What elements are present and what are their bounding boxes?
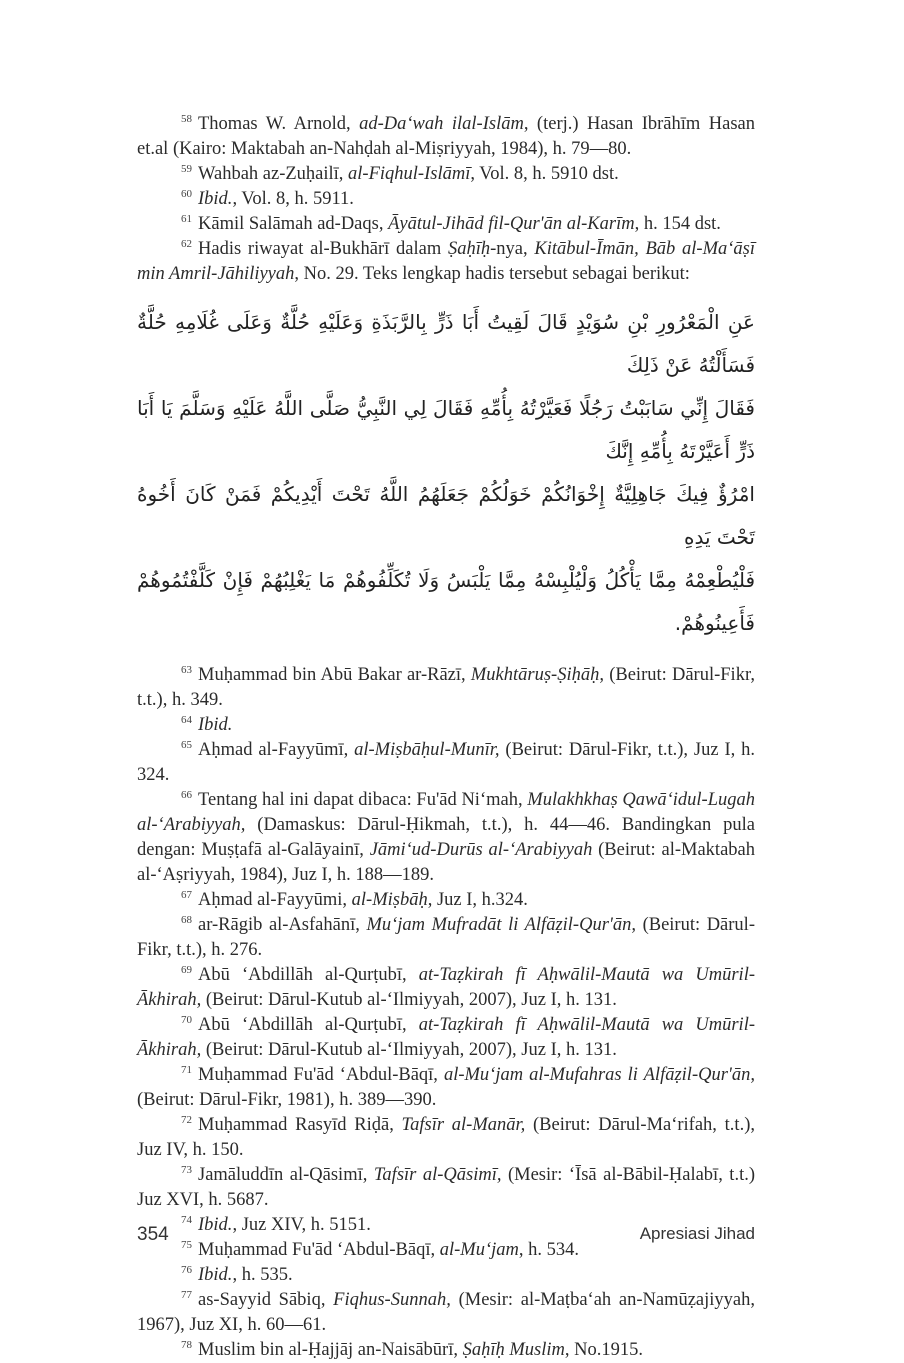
footnote-title: Mulakhkhaṣ Qawā‘idul-Lugah al-‘Arabiyyah, xyxy=(137,790,755,835)
footnote-number: 65 xyxy=(181,739,192,751)
footnote-72 xyxy=(137,1113,755,1163)
footnotes-area xyxy=(137,112,755,1363)
footnote-71 xyxy=(137,1063,755,1113)
footnote-number: 58 xyxy=(181,113,192,125)
footnote-73 xyxy=(137,1163,755,1213)
footnote-title: Fiqhus-Sunnah, xyxy=(333,1290,451,1310)
footnote-title: Tafsīr al-Manār, xyxy=(401,1115,526,1135)
running-title: Apresiasi Jihad xyxy=(639,1224,755,1243)
footnotes-top xyxy=(137,112,755,287)
footnote-text: (Mesir: al-Maṭba‘ah an-Namūẓajiyyah, 1967), Juz XI, h. 60—61. xyxy=(137,1290,755,1335)
footnote-number: 72 xyxy=(181,1114,192,1126)
footnote-title: Jāmi‘ud-Durūs al-‘Arabiyyah xyxy=(369,840,593,860)
footnote-text: , h. 534. xyxy=(518,1240,579,1260)
footnote-text: Abū ‘Abdillāh al-Qurṭubī, xyxy=(198,1015,419,1035)
footnote-text: (Mesir: ‘Īsā al-Bābil-Ḥalabī, t.t.) Juz XVI, h. 5687. xyxy=(137,1165,755,1210)
footnote-text: , h. 535. xyxy=(232,1265,293,1285)
footnote-text: , Vol. 8, h. 5911. xyxy=(232,189,354,209)
footnote-title: Ṣaḥīḥ xyxy=(448,239,491,259)
footnote-number: 71 xyxy=(181,1064,192,1076)
footnote-number: 74 xyxy=(181,1214,192,1226)
footnote-title: Ibid. xyxy=(198,1215,233,1235)
footnote-text: Muḥammad bin Abū Bakar ar-Rāzī, xyxy=(198,665,471,685)
page-number: 354 xyxy=(137,1224,169,1245)
footnote-title: Tafsīr al-Qāsimī, xyxy=(373,1165,502,1185)
footnote-text: , Juz I, h.324. xyxy=(427,890,528,910)
footnote-68 xyxy=(137,913,755,963)
footnote-text: (Beirut: al-Maktabah al-‘Aṣriyyah, 1984), Juz I, h. 188—189. xyxy=(137,840,755,885)
footnote-text: Muḥammad Fu'ād ‘Abdul-Bāqī, xyxy=(198,1240,440,1260)
footnote-number: 75 xyxy=(181,1239,192,1251)
footnote-title: Ibid. xyxy=(198,189,233,209)
arabic-line: فَلْيُطْعِمْهُ مِمَّا يَأْكُلُ وَلْيُلْبِسْهُ مِمَّا يَلْبَسُ وَلَا تُكَلِّفُوهُمْ مَا يَغْلِبُهُمْ فَإِنْ كَلَّفْتُمُوهُمْ فَأَعِينُوهُمْ. xyxy=(137,568,755,635)
footnote-76 xyxy=(137,1263,755,1288)
footnote-number: 73 xyxy=(181,1164,192,1176)
footnote-65 xyxy=(137,738,755,788)
arabic-line: عَنِ الْمَعْرُورِ بْنِ سُوَيْدٍ قَالَ لَقِيتُ أَبَا ذَرٍّ بِالرَّبَذَةِ وَعَلَيْهِ حُلَّةٌ وَعَلَى غُلَامِهِ حُلَّةٌ فَسَأَلْتُهُ عَنْ ذَلِكَ xyxy=(137,310,755,377)
footnote-67 xyxy=(137,888,755,913)
footnote-text: Thomas W. Arnold, xyxy=(198,114,360,134)
footnote-number: 68 xyxy=(181,914,192,926)
footnote-59 xyxy=(137,162,755,187)
footnote-number: 63 xyxy=(181,664,192,676)
footnote-text: , No. 29. Teks lengkap hadis tersebut sebagai berikut: xyxy=(294,264,690,284)
footnote-70 xyxy=(137,1013,755,1063)
footnote-title: al-Mu‘jam xyxy=(439,1240,519,1260)
footnote-text: (Beirut: Dārul-Fikr, t.t.), h. 276. xyxy=(137,915,755,960)
footnote-title: ad-Da‘wah ilal-Islām xyxy=(359,114,524,134)
footnote-text: Wahbah az-Zuḥailī, xyxy=(198,164,349,184)
footnote-title: Ṣaḥīḥ Muslim xyxy=(462,1340,565,1360)
footnote-number: 77 xyxy=(181,1289,192,1301)
footnote-title: al-Fiqhul-Islāmī xyxy=(348,164,471,184)
footnote-number: 64 xyxy=(181,714,192,726)
footnote-number: 66 xyxy=(181,789,192,801)
page-footer xyxy=(137,1224,755,1250)
footnote-title: Āyātul-Jihād fil-Qur'ān al-Karīm xyxy=(388,214,635,234)
footnote-title: Mu‘jam Mufradāt li Alfāẓil-Qur'ān, xyxy=(366,915,636,935)
footnote-text: Aḥmad al-Fayyūmi, xyxy=(198,890,352,910)
arabic-line: امْرُؤٌ فِيكَ جَاهِلِيَّةٌ إِخْوَانُكُمْ خَوَلُكُمْ جَعَلَهُمُ اللَّهُ تَحْتَ أَيْدِيكُمْ فَمَنْ كَانَ أَخُوهُ تَحْتَ يَدِهِ xyxy=(137,482,755,549)
footnote-number: 61 xyxy=(181,213,192,225)
footnote-title: at-Taẓkirah fī Aḥwālil-Mautā wa Umūril-Ākhirah, xyxy=(137,1015,755,1060)
footnote-number: 67 xyxy=(181,889,192,901)
footnote-text: -nya, xyxy=(490,239,535,259)
footnote-title: at-Taẓkirah fī Aḥwālil-Mautā wa Umūril-Ākhirah, xyxy=(137,965,755,1010)
footnote-text: (Beirut: Dārul-Kutub al-‘Ilmiyyah, 2007), Juz I, h. 131. xyxy=(201,990,617,1010)
footnote-text: , No.1915. xyxy=(564,1340,643,1360)
footnote-text: (Beirut: Dārul-Fikr, 1981), h. 389—390. xyxy=(137,1090,437,1110)
footnote-text: Muslim bin al-Ḥajjāj an-Naisābūrī, xyxy=(198,1340,463,1360)
footnote-text: Abū ‘Abdillāh al-Qurṭubī, xyxy=(198,965,419,985)
footnote-text: Kāmil Salāmah ad-Daqs, xyxy=(198,214,389,234)
footnote-text: , (terj.) Hasan Ibrāhīm Hasan et.al (Kairo: Maktabah an-Nahḍah al-Miṣriyyah, 1984), h. 79—80. xyxy=(137,114,756,159)
footnote-text: (Beirut: Dārul-Kutub al-‘Ilmiyyah, 2007), Juz I, h. 131. xyxy=(201,1040,617,1060)
footnote-number: 69 xyxy=(181,964,192,976)
footnote-text: Muḥammad Rasyīd Riḍā, xyxy=(198,1115,402,1135)
footnote-title: Mukhtāruṣ-Ṣiḥāḥ, xyxy=(470,665,604,685)
footnote-title: Ibid. xyxy=(198,715,233,735)
footnote-number: 59 xyxy=(181,163,192,175)
footnote-number: 76 xyxy=(181,1264,192,1276)
footnote-text: , Juz XIV, h. 5151. xyxy=(232,1215,371,1235)
footnote-77 xyxy=(137,1288,755,1338)
footnote-text: (Damaskus: Dārul-Ḥikmah, t.t.), h. 44—46. Bandingkan pula dengan: Muṣṭafā al-Galāyainī, xyxy=(137,815,755,860)
footnote-63 xyxy=(137,663,755,713)
footnote-text: Hadis riwayat al-Bukhārī dalam xyxy=(198,239,448,259)
footnote-title: al-Miṣbāḥ xyxy=(351,890,428,910)
footnote-text: Jamāluddīn al-Qāsimī, xyxy=(198,1165,374,1185)
footnote-text: Muḥammad Fu'ād ‘Abdul-Bāqī, xyxy=(198,1065,444,1085)
footnote-title: Kitābul-Īmān, Bāb al-Ma‘āṣī min Amril-Jāhiliyyah xyxy=(137,239,756,284)
footnote-62 xyxy=(137,237,755,287)
footnote-64 xyxy=(137,713,755,738)
footnote-text: , Vol. 8, h. 5910 dst. xyxy=(470,164,619,184)
footnote-number: 60 xyxy=(181,188,192,200)
footnote-number: 78 xyxy=(181,1339,192,1351)
arabic-hadith-text xyxy=(137,301,755,645)
footnote-text: , h. 154 dst. xyxy=(634,214,721,234)
footnote-number: 70 xyxy=(181,1014,192,1026)
footnote-title: al-Miṣbāḥul-Munīr, xyxy=(354,740,500,760)
footnote-text: ar-Rāgib al-Asfahānī, xyxy=(198,915,367,935)
footnote-text: Aḥmad al-Fayyūmī, xyxy=(198,740,355,760)
footnote-66 xyxy=(137,788,755,888)
footnote-61 xyxy=(137,212,755,237)
footnote-text: Tentang hal ini dapat dibaca: Fu'ād Ni‘mah, xyxy=(198,790,528,810)
arabic-line: فَقَالَ إِنِّي سَابَبْتُ رَجُلًا فَعَيَّرْتُهُ بِأُمِّهِ فَقَالَ لِي النَّبِيُّ صَلَّى اللَّهُ عَلَيْهِ وَسَلَّمَ يَا أَبَا ذَرٍّ أَعَيَّرْتَهُ بِأُمِّهِ إِنَّكَ xyxy=(137,396,755,463)
footnote-58 xyxy=(137,112,755,162)
footnote-text: (Beirut: Dārul-Fikr, t.t.), h. 349. xyxy=(137,665,755,710)
footnote-69 xyxy=(137,963,755,1013)
footnote-text: (Beirut: Dārul-Fikr, t.t.), Juz I, h. 324. xyxy=(137,740,755,785)
footnotes-bottom xyxy=(137,663,755,1363)
footnote-number: 62 xyxy=(181,238,192,250)
footnote-60 xyxy=(137,187,755,212)
footnote-title: al-Mu‘jam al-Mufahras li Alfāẓil-Qur'ān, xyxy=(443,1065,755,1085)
footnote-text: as-Sayyid Sābiq, xyxy=(198,1290,334,1310)
footnote-text: (Beirut: Dārul-Ma‘rifah, t.t.), Juz IV, h. 150. xyxy=(137,1115,755,1160)
footnote-title: Ibid. xyxy=(198,1265,233,1285)
footnote-78 xyxy=(137,1338,755,1363)
